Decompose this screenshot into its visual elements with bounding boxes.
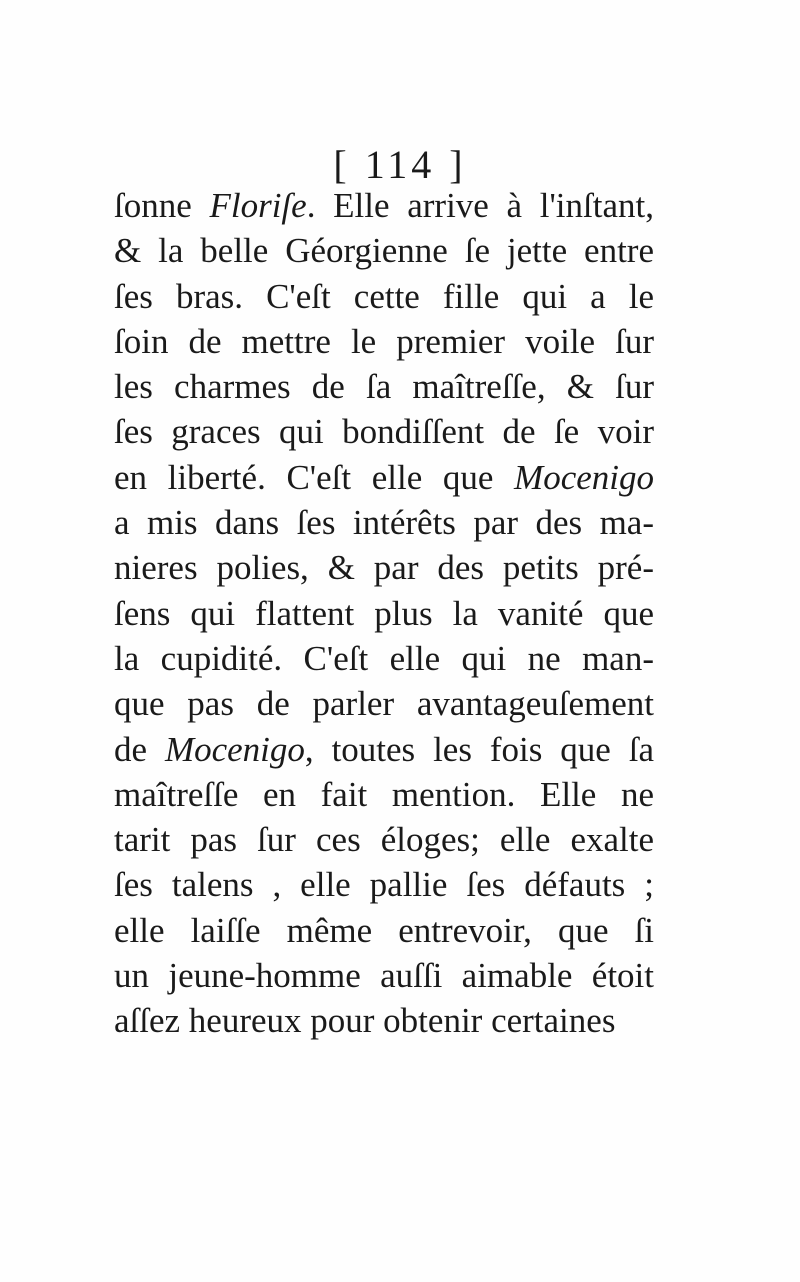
- text-segment: ſes graces qui bondiſſent de ſe voir: [114, 412, 654, 452]
- text-segment: ſonne: [114, 186, 210, 225]
- text-segment: aſſez heureux pour obtenir certaines: [114, 1001, 616, 1041]
- text-segment: la cupidité. C'eſt elle qui ne man-: [114, 638, 654, 678]
- text-line: [114, 998, 654, 1043]
- text-segment: . Elle arrive à l'inſtant,: [306, 186, 654, 225]
- text-segment: ſes bras. C'eſt cette fille qui a le: [114, 276, 654, 316]
- italic-name: Floriſe: [209, 186, 307, 225]
- text-line: [114, 681, 654, 726]
- text-line: [114, 636, 654, 681]
- text-line: [114, 545, 654, 590]
- text-segment: ſoin de mettre le premier voile ſur: [114, 321, 654, 361]
- text-segment: de: [114, 729, 165, 769]
- italic-name: Mocenigo: [164, 729, 305, 769]
- text-line: [114, 274, 654, 319]
- text-segment: & la belle Géorgienne ſe jette entre: [114, 231, 654, 271]
- text-segment: a mis dans ſes intérêts par des ma-: [114, 503, 654, 543]
- text-segment: que pas de parler avantageuſement: [114, 684, 654, 724]
- text-line: [114, 953, 654, 998]
- text-line: [114, 228, 654, 273]
- text-segment: ſes talens , elle pallie ſes défauts ;: [114, 865, 654, 905]
- text-line: [114, 319, 654, 364]
- text-segment: elle laiſſe même entrevoir, que ſi: [114, 910, 654, 950]
- text-line: [114, 908, 654, 953]
- italic-name: Mocenigo: [514, 457, 654, 497]
- text-line: [114, 591, 654, 636]
- text-line: [114, 183, 654, 228]
- text-line: [114, 727, 654, 772]
- text-line: [114, 817, 654, 862]
- text-segment: nieres polies, & par des petits pré-: [114, 548, 654, 588]
- text-segment: , toutes les fois que ſa: [304, 729, 654, 769]
- text-segment: tarit pas ſur ces éloges; elle exalte: [114, 820, 654, 860]
- text-segment: un jeune-homme auſſi aimable étoit: [114, 956, 654, 996]
- text-segment: maîtreſſe en fait mention. Elle ne: [114, 774, 654, 814]
- page-number: [ 114 ]: [333, 142, 467, 187]
- text-segment: ſens qui flattent plus la vanité que: [114, 593, 654, 633]
- text-segment: en liberté. C'eſt elle que: [114, 457, 515, 497]
- text-line: [114, 862, 654, 907]
- text-line: [114, 455, 654, 500]
- text-line: [114, 409, 654, 454]
- text-line: [114, 364, 654, 409]
- text-segment: les charmes de ſa maîtreſſe, & ſur: [114, 367, 654, 407]
- body-text: [114, 183, 654, 1044]
- text-line: [114, 772, 654, 817]
- text-line: [114, 500, 654, 545]
